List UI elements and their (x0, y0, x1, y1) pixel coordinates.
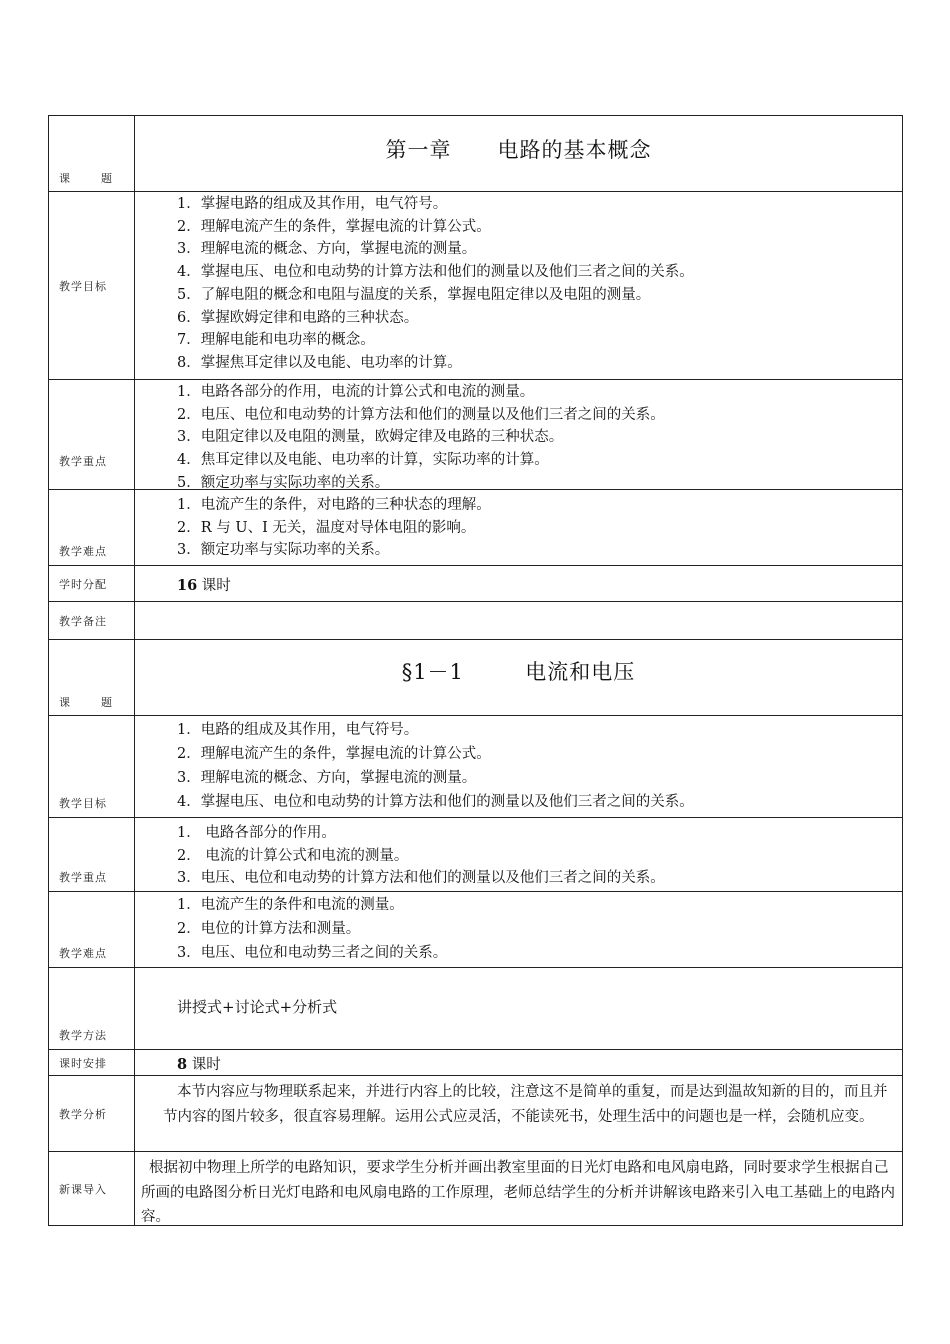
section-difficult-row (49, 891, 902, 967)
section-analysis-label-cell (49, 1076, 135, 1151)
chapter-topic-label-cell (49, 116, 135, 191)
chapter-hours-row (49, 565, 902, 601)
chapter-title-row (49, 116, 902, 191)
list-item: 1．电路各部分的作用，电流的计算公式和电流的测量。 (177, 384, 535, 400)
list-item: 3．理解电流的概念、方向，掌握电流的测量。 (177, 770, 477, 786)
chapter-key-row (49, 379, 902, 489)
list-item: 2．电位的计算方法和测量。 (177, 921, 361, 937)
list-item: 1． 电路各部分的作用。 (177, 825, 336, 841)
section-key-label-cell (49, 818, 135, 891)
topic-label-left: 课 (59, 172, 70, 185)
list-item: 3．额定功率与实际功率的关系。 (177, 542, 390, 559)
section-hours-cell (135, 1050, 902, 1075)
section-goals-list (135, 716, 902, 814)
section-analysis-label: 教学分析 (59, 1107, 107, 1121)
section-hours-text (135, 1050, 902, 1074)
list-item: 1．电流产生的条件，对电路的三种状态的理解。 (177, 497, 491, 513)
chapter-difficult-label: 教学难点 (59, 545, 107, 558)
list-item: 2．理解电流产生的条件，掌握电流的计算公式。 (177, 218, 491, 235)
list-item: 2． 电流的计算公式和电流的测量。 (177, 847, 409, 864)
section-goals-label-cell (49, 716, 135, 817)
section-hours-unit: 课时 (187, 1057, 221, 1073)
section-title-row (49, 639, 902, 715)
section-method-cell (135, 968, 902, 1049)
section-analysis-row (49, 1075, 902, 1151)
list-item: 5．额定功率与实际功率的关系。 (177, 474, 390, 491)
section-title-cell (135, 640, 902, 715)
chapter-title: 第一章 电路的基本概念 (385, 138, 652, 162)
section-goals-label: 教学目标 (59, 797, 107, 810)
section-method-label-cell (49, 968, 135, 1049)
list-item: 3．电阻定律以及电阻的测量，欧姆定律及电路的三种状态。 (177, 429, 564, 446)
chapter-remark-row (49, 601, 902, 639)
list-item: 8．掌握焦耳定律以及电能、电功率的计算。 (177, 354, 462, 371)
chapter-goals-label: 教学目标 (59, 279, 107, 293)
chapter-goals-row (49, 191, 902, 379)
chapter-goals-list (135, 192, 902, 375)
section-analysis-cell (135, 1076, 902, 1151)
topic-label-right: 题 (101, 696, 112, 709)
chapter-difficult-row (49, 489, 902, 565)
section-goals-cell (135, 716, 902, 817)
section-key-label: 教学重点 (59, 871, 107, 884)
section-method-label: 教学方法 (59, 1029, 107, 1042)
section-goals-row (49, 715, 902, 817)
section-difficult-label: 教学难点 (59, 947, 107, 960)
section-key-row (49, 817, 902, 891)
chapter-hours-unit: 课时 (197, 578, 231, 594)
chapter-remark-label: 教学备注 (59, 614, 107, 628)
chapter-difficult-cell (135, 490, 902, 565)
section-hours-label-cell (49, 1050, 135, 1075)
list-item: 6．掌握欧姆定律和电路的三种状态。 (177, 309, 419, 326)
chapter-difficult-label-cell (49, 490, 135, 565)
section-intro-cell (135, 1152, 902, 1225)
list-item: 4．焦耳定律以及电能、电功率的计算，实际功率的计算。 (177, 452, 549, 469)
chapter-key-cell (135, 380, 902, 489)
list-item: 7．理解电能和电功率的概念。 (177, 332, 375, 349)
chapter-hours-text (135, 566, 902, 595)
section-title: §1－1 电流和电压 (401, 660, 636, 684)
list-item: 1．电流产生的条件和电流的测量。 (177, 897, 404, 913)
chapter-goals-label-cell (49, 192, 135, 379)
chapter-difficult-list (135, 490, 902, 562)
section-method-value: 讲授式+讨论式+分析式 (177, 998, 338, 1016)
list-item: 4．掌握电压、电位和电动势的计算方法和他们的测量以及他们三者之间的关系。 (177, 264, 694, 281)
list-item: 3．电压、电位和电动势的计算方法和他们的测量以及他们三者之间的关系。 (177, 870, 665, 887)
chapter-remark-value (135, 602, 902, 610)
section-difficult-cell (135, 892, 902, 967)
list-item: 2．理解电流产生的条件，掌握电流的计算公式。 (177, 746, 491, 762)
list-item: 3．电压、电位和电动势三者之间的关系。 (177, 945, 448, 961)
list-item: 2．电压、电位和电动势的计算方法和他们的测量以及他们三者之间的关系。 (177, 406, 665, 423)
list-item: 2．R 与 U、I 无关，温度对导体电阻的影响。 (177, 519, 476, 536)
section-topic-label-cell (49, 640, 135, 715)
chapter-remark-label-cell (49, 602, 135, 639)
section-intro-row (49, 1151, 902, 1225)
topic-label-right: 题 (101, 172, 112, 185)
list-item: 5．了解电阻的概念和电阻与温度的关系，掌握电阻定律以及电阻的测量。 (177, 286, 651, 303)
section-intro-label-cell (49, 1152, 135, 1225)
list-item: 3．理解电流的概念、方向，掌握电流的测量。 (177, 241, 477, 258)
section-key-cell (135, 818, 902, 891)
section-method-row (49, 967, 902, 1049)
section-hours-label: 课时安排 (59, 1056, 107, 1070)
section-hours-row (49, 1049, 902, 1075)
list-item: 4．掌握电压、电位和电动势的计算方法和他们的测量以及他们三者之间的关系。 (177, 794, 694, 810)
chapter-hours-label-cell (49, 566, 135, 601)
section-intro-label: 新课导入 (59, 1182, 107, 1196)
section-difficult-label-cell (49, 892, 135, 967)
list-item: 1．掌握电路的组成及其作用，电气符号。 (177, 196, 448, 212)
section-key-list (135, 818, 902, 890)
chapter-hours-cell (135, 566, 902, 601)
list-item: 1．电路的组成及其作用，电气符号。 (177, 722, 419, 738)
chapter-hours-label: 学时分配 (59, 577, 107, 591)
section-analysis-text: 本节内容应与物理联系起来，并进行内容上的比较，注意这不是简单的重复，而是达到温故知新的目的，而且并节内容的图片较多，很直容易理解。运用公式应灵活，不能读死书，处理生活中的问题也是一样，会随机应变。 (163, 1084, 888, 1125)
chapter-key-list (135, 380, 902, 495)
section-hours-value: 8 (177, 1056, 188, 1073)
section-intro-text: 根据初中物理上所学的电路知识，要求学生分析并画出教室里面的日光灯电路和电风扇电路，同时要求学生根据自己所画的电路图分析日光灯电路和电风扇电路的工作原理，老师总结学生的分析并讲解该电路来引入电工基础上的电路内容。 (141, 1160, 895, 1225)
lesson-plan-table (48, 115, 903, 1226)
topic-label-left: 课 (59, 696, 70, 709)
chapter-title-cell (135, 116, 902, 191)
section-difficult-list (135, 892, 902, 965)
chapter-key-label: 教学重点 (59, 455, 107, 468)
chapter-key-label-cell (49, 380, 135, 489)
chapter-remark-cell (135, 602, 902, 639)
chapter-hours-value: 16 (177, 577, 198, 594)
chapter-goals-cell (135, 192, 902, 379)
